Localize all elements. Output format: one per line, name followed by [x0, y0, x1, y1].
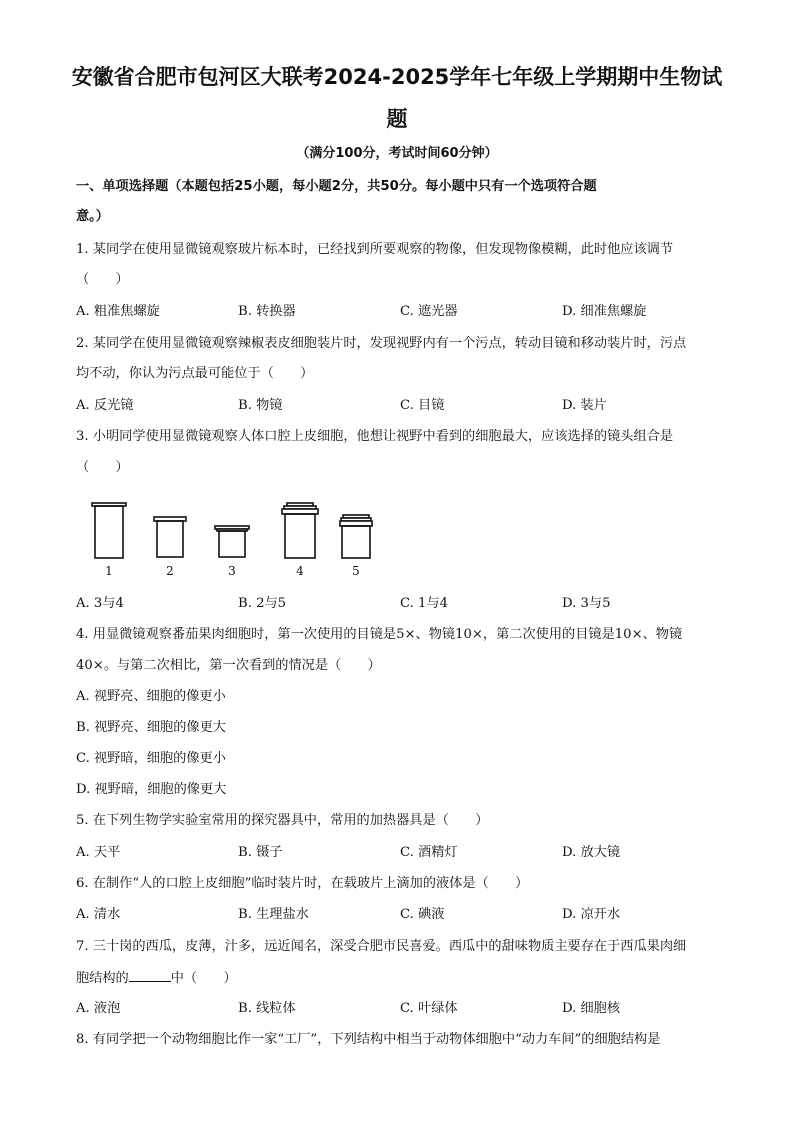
exam-title-line2: 题 [386, 107, 408, 131]
question-5-option-a: A. 天平 [76, 845, 121, 860]
question-7-stem-cont [76, 967, 726, 989]
question-2-option-c: C. 目镜 [400, 398, 445, 413]
lens-label: 4 [296, 564, 304, 578]
question-3-paren: （ ） [76, 460, 129, 475]
question-1-stem: 1. 某同学在使用显微镜观察玻片标本时，已经找到所要观察的物像，但发现物像模糊，此时他应该调节 [76, 242, 674, 257]
question-4-option-b: B. 视野亮、细胞的像更大 [76, 720, 226, 735]
question-2-option-b: B. 物镜 [238, 398, 283, 413]
question-4-stem: 4. 用显微镜观察番茄果肉细胞时，第一次使用的目镜是5×、物镜10×，第二次使用的目镜是10×、物镜 [76, 627, 683, 642]
question-1-option-b: B. 转换器 [238, 304, 296, 319]
lens-1-icon [92, 503, 126, 558]
exam-title-line1: 安徽省合肥市包河区大联考2024-2025学年七年级上学期期中生物试 [71, 65, 723, 89]
question-3-option-c: C. 1与4 [400, 596, 448, 611]
question-7-option-d: D. 细胞核 [562, 1001, 621, 1016]
question-6-option-b: B. 生理盐水 [238, 907, 309, 922]
question-3-option-d: D. 3与5 [562, 596, 611, 611]
question-4-option-c: C. 视野暗，细胞的像更小 [76, 751, 226, 766]
section-heading-line1: 一、单项选择题（本题包括25小题，每小题2分，共50分。每小题中只有一个选项符合题 [76, 179, 597, 194]
lens-label: 3 [228, 564, 236, 578]
lens-5-icon [340, 515, 372, 558]
section-heading-line2: 意。） [76, 209, 109, 224]
question-7-option-c: C. 叶绿体 [400, 1001, 458, 1016]
question-1-paren: （ ） [76, 272, 129, 287]
lens-2-icon [154, 517, 186, 557]
question-6-stem: 6. 在制作“人的口腔上皮细胞”临时装片时，在载玻片上滴加的液体是（ ） [76, 876, 529, 891]
question-3-option-a: A. 3与4 [76, 596, 124, 611]
question-4-option-d: D. 视野暗，细胞的像更大 [76, 782, 227, 797]
answer-blank [129, 967, 171, 982]
question-3-stem: 3. 小明同学使用显微镜观察人体口腔上皮细胞，他想让视野中看到的细胞最大，应该选择的镜头组合是 [76, 429, 674, 444]
question-4-option-a: A. 视野亮、细胞的像更小 [76, 689, 226, 704]
question-5-option-d: D. 放大镜 [562, 845, 621, 860]
question-1-option-d: D. 细准焦螺旋 [562, 304, 647, 319]
lens-figure [80, 495, 390, 585]
lens-label: 2 [166, 564, 174, 578]
question-8-stem: 8. 有同学把一个动物细胞比作一家“工厂”，下列结构中相当于动物体细胞中“动力车间”的细胞结构是 [76, 1032, 661, 1047]
question-4-stem-cont: 40×。与第二次相比，第一次看到的情况是（ ） [76, 658, 381, 673]
question-2-option-d: D. 装片 [562, 398, 607, 413]
lens-label: 1 [105, 564, 113, 578]
question-7-stem-suffix: 中（ ） [170, 971, 237, 986]
question-2-stem: 2. 某同学在使用显微镜观察辣椒表皮细胞装片时，发现视野内有一个污点，转动目镜和移动装片时，污点 [76, 336, 687, 351]
question-2-stem-cont: 均不动，你认为污点最可能位于（ ） [76, 366, 314, 381]
question-1-option-a: A. 粗准焦螺旋 [76, 304, 160, 319]
question-7-option-a: A. 液泡 [76, 1001, 121, 1016]
question-7-stem-prefix: 胞结构的 [76, 971, 129, 986]
question-6-option-d: D. 凉开水 [562, 907, 621, 922]
question-7-stem: 7. 三十岗的西瓜，皮薄，汁多，远近闻名，深受合肥市民喜爱。西瓜中的甜味物质主要存在于西瓜果肉细 [76, 939, 687, 954]
question-5-option-c: C. 酒精灯 [400, 845, 458, 860]
question-3-option-b: B. 2与5 [238, 596, 287, 611]
question-6-option-c: C. 碘液 [400, 907, 445, 922]
question-7-option-b: B. 线粒体 [238, 1001, 296, 1016]
lens-label: 5 [352, 564, 360, 578]
question-1-option-c: C. 遮光器 [400, 304, 458, 319]
lens-3-icon [215, 526, 249, 557]
exam-subtitle: （满分100分，考试时间60分钟） [296, 146, 498, 161]
question-5-option-b: B. 镊子 [238, 845, 283, 860]
question-5-stem: 5. 在下列生物学实验室常用的探究器具中，常用的加热器具是（ ） [76, 813, 489, 828]
lens-4-icon [282, 503, 318, 558]
question-6-option-a: A. 清水 [76, 907, 121, 922]
question-2-option-a: A. 反光镜 [76, 398, 134, 413]
